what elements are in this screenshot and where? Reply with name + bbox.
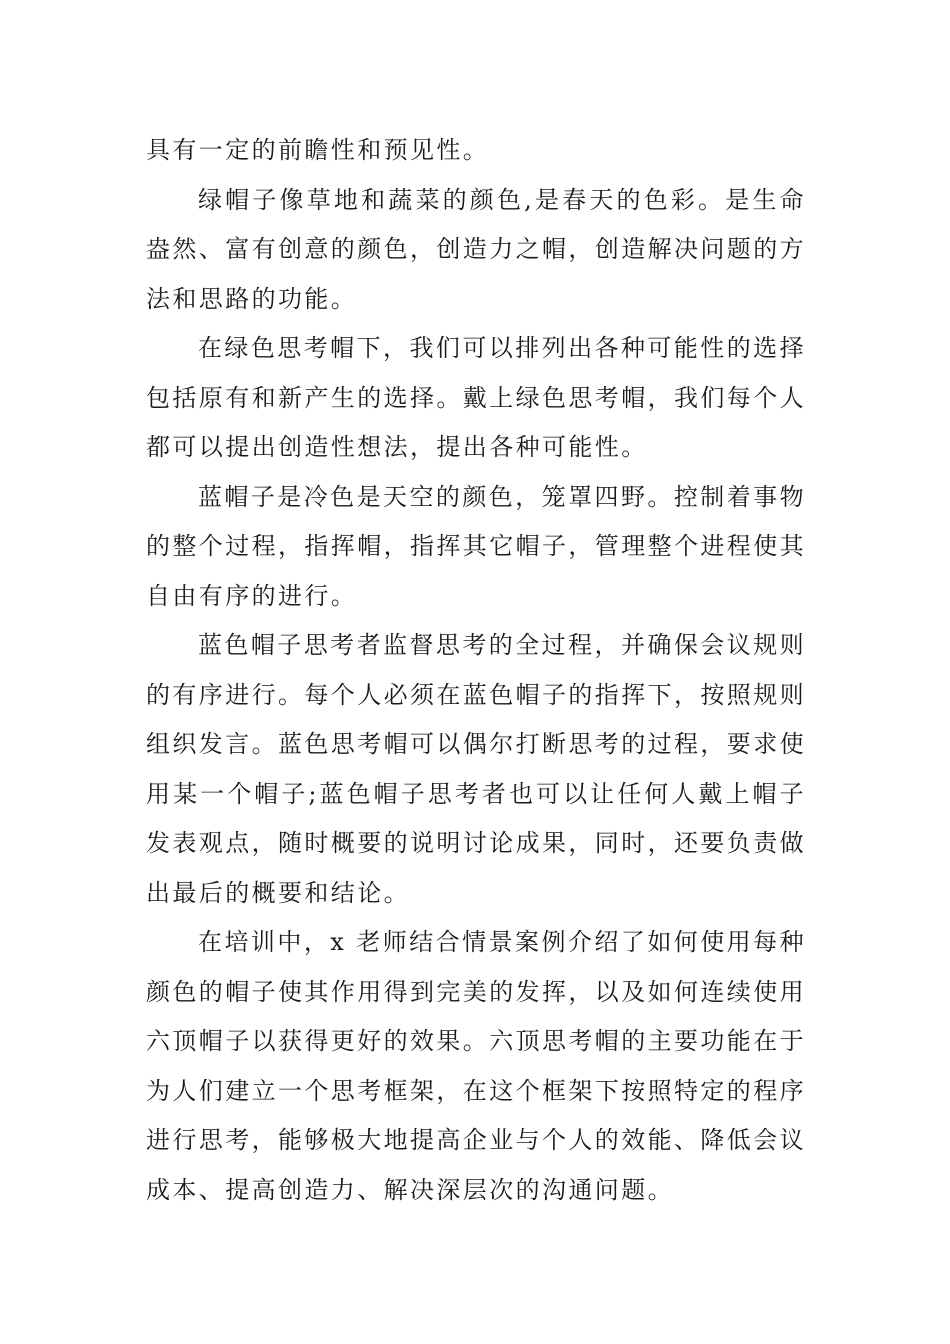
paragraph-green-thinking: 在绿色思考帽下，我们可以排列出各种可能性的选择包括原有和新产生的选择。戴上绿色思考帽，我们每个人都可以提出创造性想法，提出各种可能性。	[146, 334, 806, 461]
document-body	[146, 126, 806, 1215]
paragraph-blue-hat: 蓝帽子是冷色是天空的颜色，笼罩四野。控制着事物的整个过程，指挥帽，指挥其它帽子，管理整个进程使其自由有序的进行。	[146, 482, 806, 610]
paragraph-blue-thinking: 蓝色帽子思考者监督思考的全过程，并确保会议规则的有序进行。每个人必须在蓝色帽子的指挥下，按照规则组织发言。蓝色思考帽可以偶尔打断思考的过程，要求使用某一个帽子;蓝色帽子思考者也可以让任何人戴上帽子发表观点，随时概要的说明讨论成果，同时，还要负责做出最后的概要和结论。	[146, 631, 806, 907]
paragraph-training: 在培训中，x 老师结合情景案例介绍了如何使用每种颜色的帽子使其作用得到完美的发挥，以及如何连续使用六顶帽子以获得更好的效果。六顶思考帽的主要功能在于为人们建立一个思考框架，在这个框架下按照特定的程序进行思考，能够极大地提高企业与个人的效能、降低会议成本、提高创造力、解决深层次的沟通问题。	[146, 928, 806, 1204]
paragraph-continuation: 具有一定的前瞻性和预见性。	[146, 136, 490, 164]
paragraph-green-hat: 绿帽子像草地和蔬菜的颜色,是春天的色彩。是生命盎然、富有创意的颜色，创造力之帽，创造解决问题的方法和思路的功能。	[146, 185, 806, 313]
